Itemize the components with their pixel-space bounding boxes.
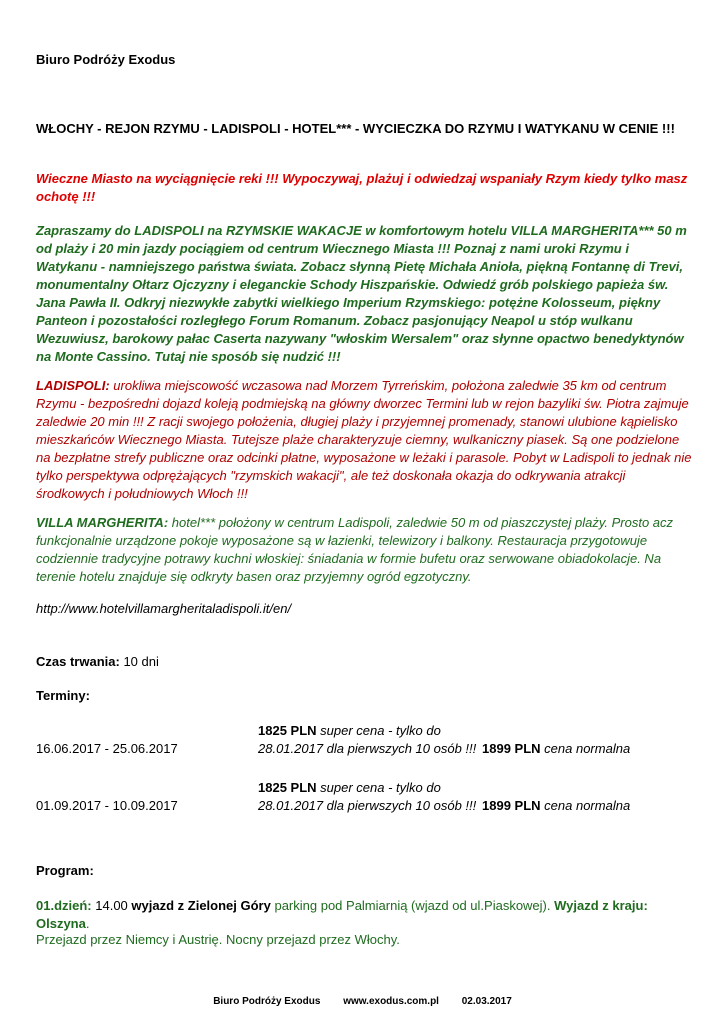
- page-title: WŁOCHY - REJON RZYMU - LADISPOLI - HOTEL*** - WYCIECZKA DO RZYMU I WATYKANU W CENIE !!!: [36, 121, 675, 136]
- day-time: 14.00: [95, 898, 128, 913]
- promo-price: 1825 PLN: [258, 780, 317, 795]
- normal-text: cena normalna: [544, 798, 631, 813]
- normal-price: 1899 PLN: [482, 741, 541, 756]
- promo-price: 1825 PLN: [258, 723, 317, 738]
- exit-label: Wyjazd z kraju:: [554, 898, 648, 913]
- term-row: [36, 722, 692, 782]
- footer-website[interactable]: www.exodus.com.pl: [343, 996, 439, 1007]
- ladispoli-label: LADISPOLI:: [36, 378, 110, 393]
- day-departure: wyjazd z Zielonej Góry: [131, 898, 271, 913]
- hotel-link[interactable]: http://www.hotelvillamargheritaladispoli.it/en/: [36, 601, 292, 616]
- duration-value: 10 dni: [123, 654, 159, 669]
- villa-paragraph: [36, 514, 692, 586]
- term-promo: [258, 779, 480, 815]
- term-dates: 16.06.2017 - 25.06.2017: [36, 741, 178, 756]
- terms-heading: Terminy:: [36, 688, 90, 703]
- day-label: 01.dzień:: [36, 898, 92, 913]
- term-normal: [482, 740, 630, 758]
- ladispoli-text: urokliwa miejscowość wczasowa nad Morzem Tyrreńskim, położona zaledwie 35 km od centrum Rzymu - bezpośredni dojazd koleją podmiejską na główny dworzec Termini lub w rejon bazyliki św. Piotra zajmuje zaledwie 20 min !!! Z racji swojego położenia, długiej plaży i przyjemnej promenady, stanowi ulubione kąpielisko mieszkańców Wiecznego Miasta. Tutejsze plaże charakteryzuje ciemny, wulkaniczny piasek. Są one podzielone na bezpłatne strefy publiczne oraz odcinki płatne, wyposażone w leżaki i parasole. Pobyt w Ladispoli to jednak nie tylko perspektywa odprężających "rzymskich wakacji", ale też doskonała okazja do odkrywania atrakcji środkowych i południowych Włoch !!!: [36, 378, 692, 501]
- program-day-1-transit: Przejazd przez Niemcy i Austrię. Nocny przejazd przez Włochy.: [36, 932, 400, 947]
- slogan: Wieczne Miasto na wyciągnięcie reki !!! Wypoczywaj, plażuj i odwiedzaj wspaniały Rzym kiedy tylko masz ochotę !!!: [36, 171, 688, 204]
- duration: [36, 654, 159, 669]
- agency-name: Biuro Podróży Exodus: [36, 52, 176, 67]
- term-promo: [258, 722, 480, 758]
- footer-agency: Biuro Podróży Exodus: [213, 996, 321, 1007]
- program-day-1: [36, 897, 692, 933]
- exit-dot: .: [85, 916, 90, 931]
- duration-label: Czas trwania:: [36, 654, 120, 669]
- exit-place: Olszyna: [36, 916, 86, 931]
- normal-text: cena normalna: [544, 741, 631, 756]
- program-heading: Program:: [36, 863, 94, 878]
- normal-price: 1899 PLN: [482, 798, 541, 813]
- footer-date: 02.03.2017: [461, 996, 512, 1007]
- promo-text: super cena - tylko do 28.01.2017 dla pierwszych 10 osób !!!: [258, 723, 477, 756]
- promo-text: super cena - tylko do 28.01.2017 dla pierwszych 10 osób !!!: [258, 780, 477, 813]
- page-footer: [0, 996, 725, 1007]
- term-dates: 01.09.2017 - 10.09.2017: [36, 798, 178, 813]
- term-normal: [482, 797, 630, 815]
- villa-text: hotel*** położony w centrum Ladispoli, zaledwie 50 m od piaszczystej plaży. Prosto acz funkcjonalnie urządzone pokoje wyposażone są w łazienki, telewizory i balkony. Restauracja przygotowuje codziennie tradycyjne potrawy kuchni włoskiej: śniadania w formie bufetu oraz serwowane obiadokolacje. Na terenie hotelu znajduje się odkryty basen oraz przyjemny ogród egzotyczny.: [36, 515, 674, 584]
- intro-paragraph: Zapraszamy do LADISPOLI na RZYMSKIE WAKACJE w komfortowym hotelu VILLA MARGHERITA*** 50 m od plaży i 20 min jazdy pociągiem od centrum Wiecznego Miasta !!! Poznaj z nami uroki Rzymu i Watykanu - namniejszego państwa świata. Zobacz słynną Pietę Michała Anioła, piękną Fontannę di Trevi, monumentalny Ołtarz Ojczyzny i eleganckie Schody Hiszpańskie. Odwiedź grób polskiego papieża św. Jana Pawła II. Odkryj niezwykłe zabytki wielkiego Imperium Rzymskiego: potężne Kolosseum, piękny Panteon i pozostałości rozległego Forum Romanum. Zobacz pasjonujący Neapol u stóp wulkanu Wezuwiusz, barokowy pałac Caserta nazywany "włoskim Wersalem" oraz słynne opactwo benedyktynów na Monte Cassino. Tutaj nie sposób się nudzić !!!: [36, 223, 687, 364]
- ladispoli-paragraph: [36, 377, 692, 503]
- villa-label: VILLA MARGHERITA:: [36, 515, 169, 530]
- day-place: parking pod Palmiarnią (wjazd od ul.Piaskowej).: [274, 898, 551, 913]
- term-row: [36, 779, 692, 839]
